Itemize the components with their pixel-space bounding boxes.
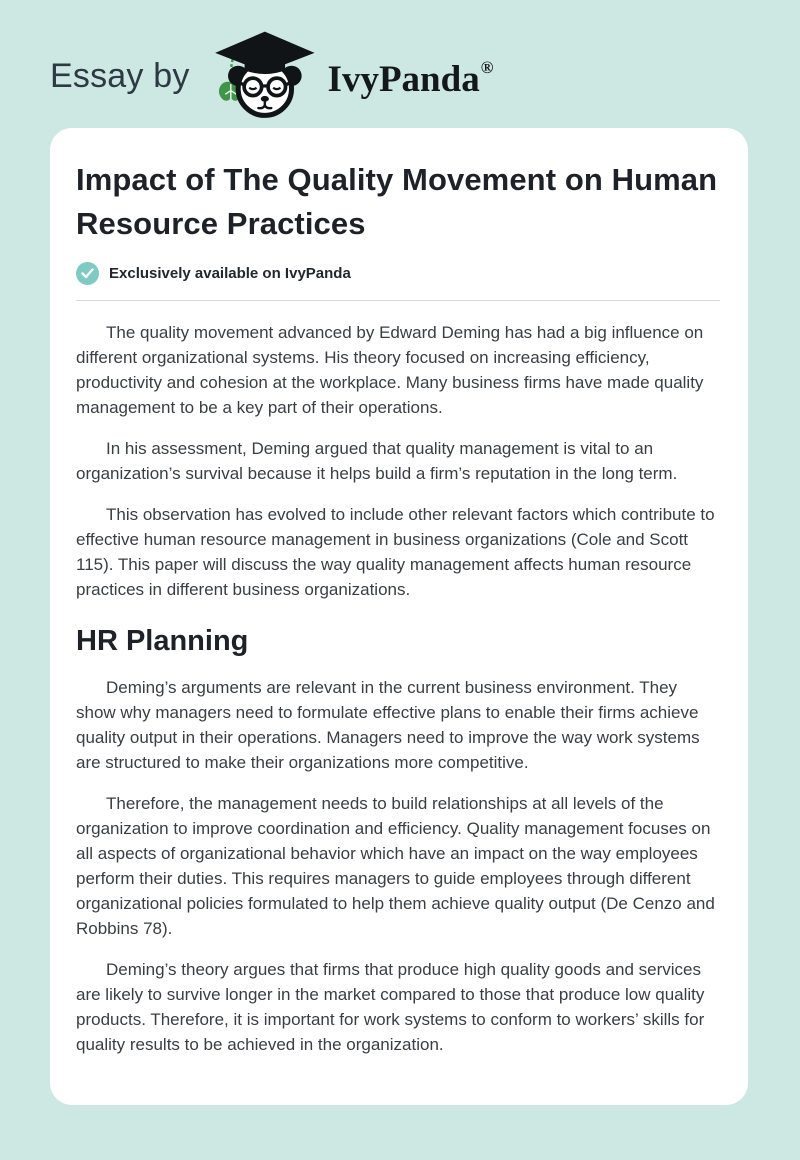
essay-card [50, 128, 748, 1105]
brand-name [327, 57, 494, 100]
divider [76, 300, 720, 301]
essay-by-label: Essay by [50, 56, 190, 95]
paragraph: Therefore, the management needs to build relationships at all levels of the organization to improve coordination and efficiency. Quality management focuses on all aspects of organizational behavior which have an impact on the way employees perform their duties. This requires managers to guide employees through different organizational policies formulated to help them achieve quality output (De Cenzo and Robbins 78). [76, 793, 715, 938]
essay-body [76, 320, 720, 1057]
brand-text: IvyPanda [327, 58, 480, 100]
section-heading-hr-planning: HR Planning [76, 625, 249, 658]
check-icon [76, 262, 99, 285]
paragraph: The quality movement advanced by Edward Deming has had a big influence on different organizational systems. His theory focused on increasing efficiency, productivity and cohesion at the workplace. Many business firms have made quality management to be a key part of their operations. [76, 323, 704, 418]
essay-title: Impact of The Quality Movement on Human Resource Practices [76, 162, 718, 242]
panda-graduate-logo-icon [204, 28, 322, 120]
site-header [0, 0, 800, 128]
graduation-cap-icon [215, 32, 314, 74]
paragraph: Deming’s arguments are relevant in the current business environment. They show why managers need to formulate effective plans to enable their firms achieve quality output in their operations. Managers need to improve the way work systems are structured to make their organizations more competitive. [76, 677, 700, 772]
paragraph: This observation has evolved to include other relevant factors which contribute to effective human resource management in business organizations (Cole and Scott 115). This paper will discuss the way quality management affects human resource practices in different business organizations. [76, 505, 715, 600]
availability-badge [76, 262, 720, 285]
registered-mark: ® [480, 57, 494, 77]
paragraph: Deming’s theory argues that firms that produce high quality goods and services are likely to survive longer in the market compared to those that produce low quality products. Therefore, it is important for work systems to conform to workers’ skills for quality results to be achieved in the organization. [76, 959, 705, 1054]
paragraph: In his assessment, Deming argued that quality management is vital to an organization’s survival because it helps build a firm’s reputation in the long term. [76, 439, 678, 484]
availability-label: Exclusively available on IvyPanda [109, 265, 351, 283]
